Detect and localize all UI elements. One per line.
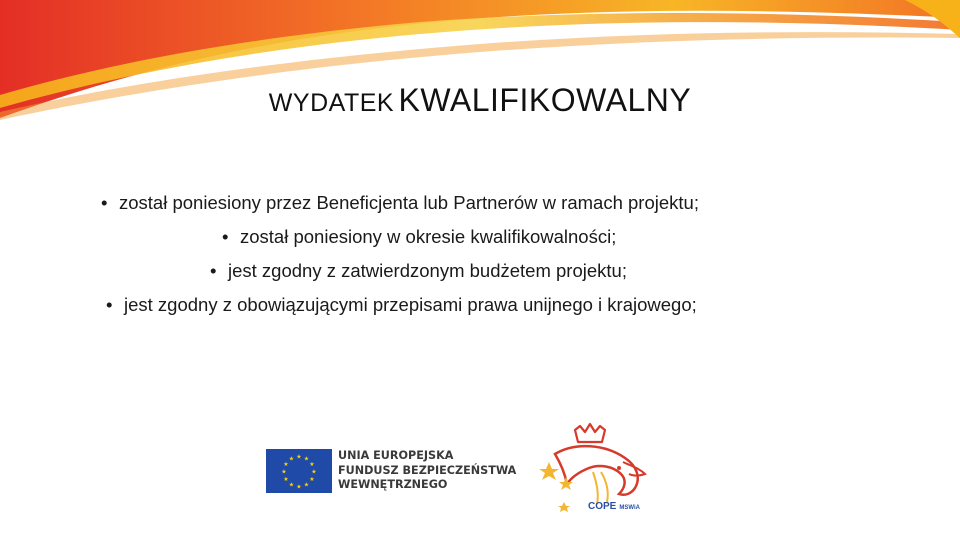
bullet-text: jest zgodny z obowiązującymi przepisami prawa unijnego i krajowego; bbox=[124, 294, 697, 315]
eu-flag-icon bbox=[266, 449, 332, 493]
svg-text:★: ★ bbox=[303, 455, 310, 463]
eu-fund-logo bbox=[266, 447, 517, 495]
svg-text:★: ★ bbox=[303, 481, 310, 489]
title-word-1: WYDATEK bbox=[268, 89, 395, 117]
svg-text:★: ★ bbox=[283, 476, 289, 483]
svg-text:★: ★ bbox=[296, 453, 302, 461]
bullet-dot: • bbox=[210, 260, 217, 281]
svg-text:★: ★ bbox=[309, 461, 315, 468]
eu-line-3: WEWNĘTRZNEGO bbox=[338, 478, 448, 491]
svg-text:★: ★ bbox=[309, 476, 315, 483]
svg-text:★: ★ bbox=[283, 461, 289, 468]
eu-line-2: FUNDUSZ BEZPIECZEŃSTWA bbox=[338, 463, 517, 477]
bullet-item bbox=[210, 260, 627, 282]
bullet-text: został poniesiony w okresie kwalifikowalności; bbox=[240, 226, 617, 247]
bullet-text: jest zgodny z zatwierdzonym budżetem projektu; bbox=[228, 260, 627, 281]
bullet-item bbox=[222, 226, 616, 248]
svg-text:★: ★ bbox=[288, 455, 295, 463]
svg-text:★: ★ bbox=[281, 468, 287, 476]
svg-text:★: ★ bbox=[296, 483, 302, 491]
cope-sub: MSWiA bbox=[619, 505, 640, 511]
cope-name: COPE bbox=[588, 501, 617, 512]
cope-label bbox=[588, 501, 640, 512]
slide-title bbox=[0, 82, 960, 119]
title-word-2: KWALIFIKOWALNY bbox=[398, 82, 692, 118]
bullet-item bbox=[106, 294, 697, 316]
bullet-text: został poniesiony przez Beneficjenta lub Partnerów w ramach projektu; bbox=[119, 192, 699, 213]
bullet-item bbox=[101, 192, 699, 214]
eu-fund-text bbox=[338, 449, 516, 493]
svg-text:★: ★ bbox=[311, 468, 317, 476]
svg-text:★: ★ bbox=[288, 481, 295, 489]
bullet-dot: • bbox=[106, 294, 113, 315]
bullet-dot: • bbox=[101, 192, 108, 213]
bullet-dot: • bbox=[222, 226, 229, 247]
eu-line-1: UNIA EUROPEJSKA bbox=[338, 449, 454, 462]
